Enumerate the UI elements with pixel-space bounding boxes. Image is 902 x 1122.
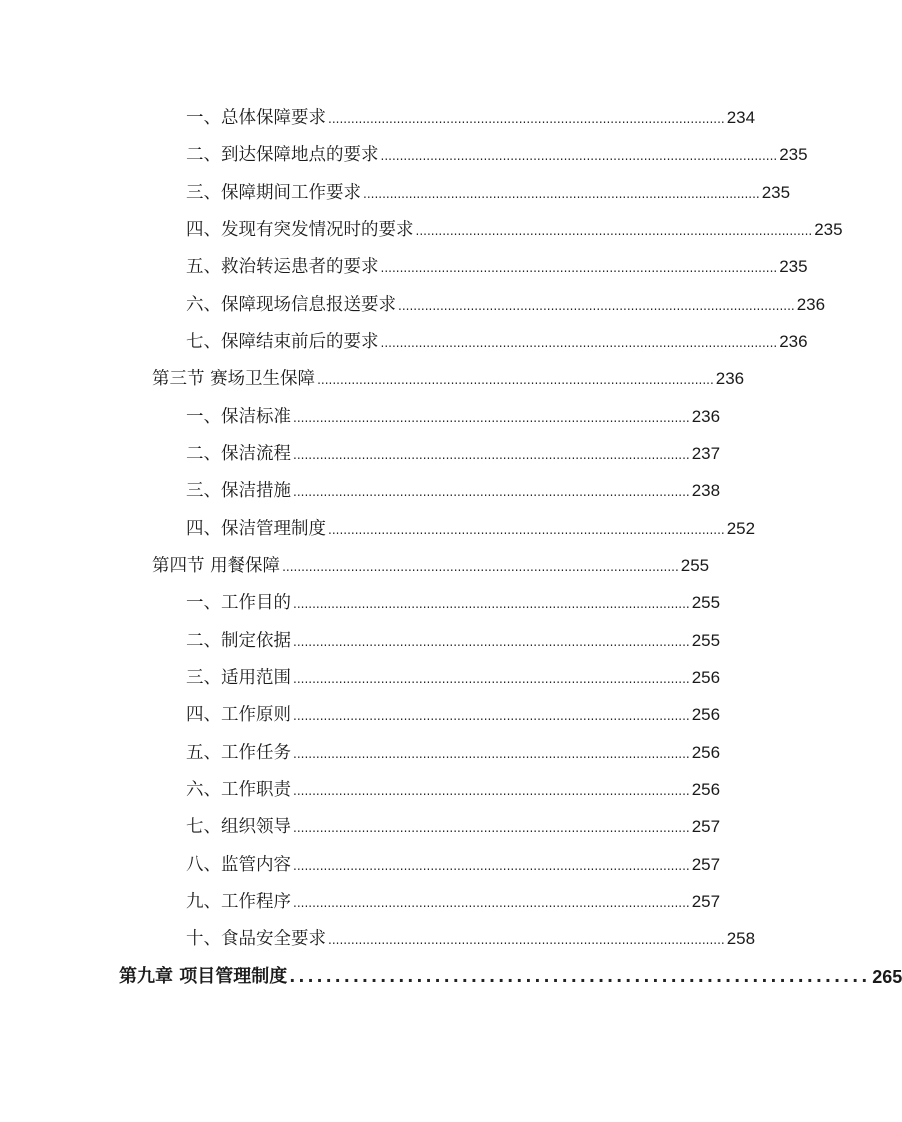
toc-entry[interactable] [186, 181, 791, 205]
toc-entry-page: 257 [691, 817, 721, 836]
toc-entry-page: 256 [691, 743, 721, 762]
toc-entry-label: 九、工作程序 [186, 892, 291, 912]
toc-leader-dots: ........................................................................................................ [293, 784, 690, 798]
toc-entry-page: 236 [691, 407, 721, 426]
toc-leader-dots: ........................................................................................................ [328, 523, 725, 537]
toc-entry-page: 255 [680, 556, 710, 575]
toc-entry-page: 235 [779, 145, 808, 164]
toc-entry-label: 第九章 项目管理制度 [119, 966, 288, 987]
toc-leader-dots: ................................................................ [289, 967, 871, 986]
toc-leader-dots: ........................................................................................................ [282, 560, 679, 574]
toc-entry-page: 236 [715, 369, 745, 388]
toc-leader-dots: ........................................................................................................ [398, 299, 795, 313]
toc-entry-page: 257 [691, 892, 721, 911]
toc-leader-dots: ........................................................................................................ [328, 112, 725, 126]
toc-leader-dots: ........................................................................................................ [380, 261, 778, 275]
toc-entry-label: 一、保洁标准 [186, 407, 291, 427]
toc-entry-label: 二、制定依据 [186, 631, 291, 651]
toc-leader-dots: ........................................................................................................ [293, 859, 690, 873]
toc-entry[interactable] [186, 741, 721, 765]
toc-leader-dots: ........................................................................................................ [293, 672, 690, 686]
toc-entry-label: 五、工作任务 [186, 743, 291, 763]
toc-leader-dots: ........................................................................................................ [380, 336, 778, 350]
toc-leader-dots: ........................................................................................................ [293, 597, 690, 611]
toc-entry-page: 257 [691, 855, 721, 874]
toc-entry-page: 265 [872, 967, 902, 987]
toc-leader-dots: ........................................................................................................ [415, 224, 813, 238]
toc-entry-label: 二、到达保障地点的要求 [186, 145, 379, 165]
toc-entry[interactable] [186, 442, 721, 466]
toc-entry[interactable] [186, 927, 756, 951]
toc-leader-dots: ........................................................................................................ [293, 821, 690, 835]
toc-leader-dots: ........................................................................................................ [293, 448, 690, 462]
toc-entry-label: 一、工作目的 [186, 593, 291, 613]
toc-entry-page: 256 [691, 780, 721, 799]
toc-entry[interactable] [186, 479, 721, 503]
toc-entry[interactable] [186, 815, 721, 839]
toc-entry-label: 八、监管内容 [186, 855, 291, 875]
toc-entry-page: 236 [779, 332, 808, 351]
toc-leader-dots: ........................................................................................................ [293, 709, 690, 723]
toc-entry[interactable] [186, 143, 808, 167]
toc-entry-label: 三、保洁措施 [186, 481, 291, 501]
toc-entry[interactable] [186, 255, 808, 279]
toc-entry[interactable] [186, 591, 721, 615]
toc-entry-label: 五、救治转运患者的要求 [186, 257, 379, 277]
toc-entry-label: 三、适用范围 [186, 668, 291, 688]
toc-leader-dots: ........................................................................................................ [293, 411, 690, 425]
toc-entry[interactable] [186, 629, 721, 653]
toc-entry[interactable] [186, 293, 826, 317]
toc-leader-dots: ........................................................................................................ [293, 747, 690, 761]
toc-entry-label: 第三节 赛场卫生保障 [152, 369, 316, 389]
toc-leader-dots: ........................................................................................................ [293, 635, 690, 649]
toc-leader-dots: ........................................................................................................ [293, 896, 690, 910]
toc-entry-page: 258 [726, 929, 756, 948]
toc-entry-page: 255 [691, 593, 721, 612]
toc-entry-page: 238 [691, 481, 721, 500]
toc-entry-page: 256 [691, 705, 721, 724]
toc-entry[interactable] [186, 666, 721, 690]
toc-entry-label: 三、保障期间工作要求 [186, 183, 361, 203]
toc-entry[interactable] [186, 703, 721, 727]
toc-entry[interactable] [186, 517, 756, 541]
toc-entry-label: 十、食品安全要求 [186, 929, 326, 949]
toc-entry-label: 四、工作原则 [186, 705, 291, 725]
toc-entry[interactable] [186, 106, 756, 130]
toc-entry-page: 255 [691, 631, 721, 650]
toc-entry-page: 237 [691, 444, 721, 463]
toc-entry[interactable] [186, 330, 808, 354]
toc-entry-label: 六、工作职责 [186, 780, 291, 800]
toc-entry-label: 七、组织领导 [186, 817, 291, 837]
toc-entry[interactable] [186, 853, 721, 877]
toc-section-entry[interactable] [152, 554, 710, 578]
toc-entry-page: 234 [726, 108, 756, 127]
toc-entry-label: 七、保障结束前后的要求 [186, 332, 379, 352]
toc-entry-label: 四、发现有突发情况时的要求 [186, 220, 414, 240]
toc-entry-label: 四、保洁管理制度 [186, 519, 326, 539]
toc-entry-page: 235 [761, 183, 791, 202]
toc-entry-label: 二、保洁流程 [186, 444, 291, 464]
toc-leader-dots: ........................................................................................................ [317, 373, 714, 387]
toc-entry-page: 236 [796, 295, 826, 314]
toc-entry-label: 一、总体保障要求 [186, 108, 326, 128]
toc-leader-dots: ........................................................................................................ [293, 485, 690, 499]
toc-chapter-entry[interactable] [119, 965, 902, 989]
toc-section-entry[interactable] [152, 367, 745, 391]
toc-entry-page: 256 [691, 668, 721, 687]
toc-entry-label: 六、保障现场信息报送要求 [186, 295, 396, 315]
toc-leader-dots: ........................................................................................................ [363, 187, 760, 201]
toc-leader-dots: ........................................................................................................ [328, 933, 725, 947]
toc-entry-page: 252 [726, 519, 756, 538]
toc-entry-page: 235 [814, 220, 843, 239]
toc-entry[interactable] [186, 218, 843, 242]
toc-entry-page: 235 [779, 257, 808, 276]
toc-leader-dots: ........................................................................................................ [380, 149, 778, 163]
toc-entry[interactable] [186, 890, 721, 914]
toc-entry[interactable] [186, 405, 721, 429]
toc-entry[interactable] [186, 778, 721, 802]
toc-entry-label: 第四节 用餐保障 [152, 556, 281, 576]
